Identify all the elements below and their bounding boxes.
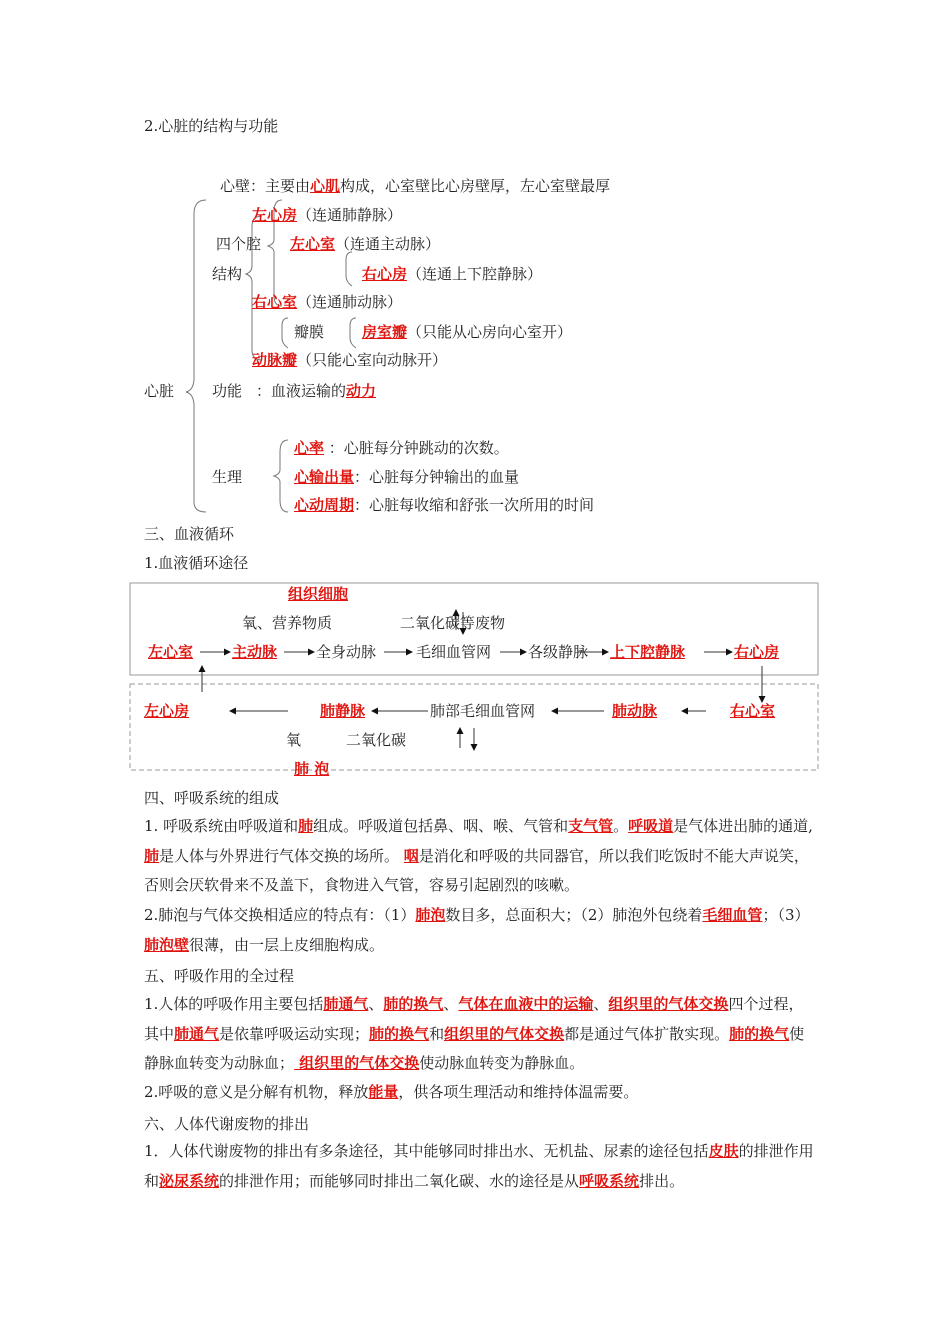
breathing-p1 — [144, 990, 814, 1079]
physiology-label: 生理 — [212, 468, 243, 486]
key-term: 组织里的气体交换 — [294, 1054, 420, 1072]
text-run: 是依靠呼吸运动实现； — [219, 1024, 370, 1043]
heart-label: 心脏 — [144, 382, 175, 400]
text-run: 很薄，由一层上皮细胞构成。 — [189, 935, 385, 954]
right-atrium-line — [362, 264, 542, 284]
cardiac-output-line — [294, 467, 519, 487]
key-term: 肺 — [298, 817, 314, 835]
oxygen: 氧 — [286, 731, 302, 749]
lv-note: （连通主动脉） — [335, 235, 441, 253]
structure-label: 结构 — [212, 265, 243, 283]
excretion-p1 — [144, 1137, 814, 1196]
key-term: 肺泡壁 — [144, 935, 190, 954]
text-run: 是消化和呼吸的共同器官，所以我们吃饭时不能大声说笑，否则会厌软骨来不及盖下，食物进入气管，容易引起剧烈的咳嗽。 — [144, 846, 809, 894]
cardiac-cycle-line — [294, 495, 594, 515]
rate-key: 心率 — [294, 439, 325, 457]
circulation-section: 三、血液循环 — [144, 525, 235, 543]
tissue-cells: 组织细胞 — [288, 585, 349, 603]
av-valve-key: 房室瓣 — [362, 323, 408, 341]
text-run: 使动脉血转变为静脉血。 — [419, 1054, 585, 1072]
heart-wall-line — [220, 176, 610, 196]
text-run: 都是通过气体扩散实现。 — [564, 1024, 730, 1043]
art-valve-line — [252, 350, 447, 370]
key-term: 毛细血管 — [702, 906, 763, 924]
respiratory-section: 四、呼吸系统的组成 — [144, 789, 280, 807]
circulation-sub: 1.血液循环途径 — [144, 554, 249, 572]
text-run: 1. 呼吸系统由呼吸道和 — [144, 817, 299, 835]
function-key: 动力 — [346, 382, 377, 400]
left-ventricle-line — [290, 234, 440, 254]
output-note: ：心脏每分钟输出的血量 — [354, 468, 520, 486]
key-term: 泌尿系统 — [159, 1171, 220, 1190]
key-term: 肺的换气 — [383, 995, 444, 1013]
key-term: 肺的换气 — [369, 1024, 430, 1043]
key-term: 肺泡 — [415, 906, 446, 924]
text-run: 数目多，总面积大；（2）肺泡外包绕着 — [445, 906, 703, 924]
text-run: 、 — [593, 995, 609, 1013]
pulmonary-vein: 肺静脉 — [320, 702, 366, 720]
sys-left-ventricle: 左心室 — [148, 643, 194, 661]
key-term: 能量 — [368, 1083, 399, 1101]
left-atrium-line — [252, 205, 402, 225]
ra-note: （连通上下腔静脉） — [407, 265, 543, 283]
pulmonary-artery: 肺动脉 — [612, 702, 658, 720]
pul-right-ventricle: 右心室 — [730, 702, 776, 720]
text-run: ，供各项生理活动和维持体温需要。 — [398, 1083, 639, 1101]
capillaries: 毛细血管网 — [416, 643, 492, 661]
text-run: 、 — [368, 995, 384, 1013]
key-term: 组织里的气体交换 — [608, 995, 729, 1013]
breathing-section: 五、呼吸作用的全过程 — [144, 967, 295, 985]
key-term: 肺 — [144, 846, 160, 865]
lv-key: 左心室 — [290, 235, 336, 253]
body-arteries: 全身动脉 — [316, 643, 377, 661]
output-key: 心输出量 — [294, 468, 355, 486]
rate-note: ：心脏每分钟跳动的次数。 — [328, 439, 509, 457]
sys-right-atrium: 右心房 — [734, 643, 780, 661]
function-label: 功能 — [212, 382, 243, 400]
av-valve-note: （只能从心房向心室开） — [407, 323, 573, 341]
respiratory-p1 — [144, 812, 814, 901]
four-chambers-label: 四个腔 — [216, 235, 262, 253]
rv-key: 右心室 — [252, 293, 298, 311]
wall-post: 构成，心室壁比心房壁厚，左心室壁最厚 — [340, 177, 611, 195]
key-term: 皮肤 — [708, 1142, 739, 1160]
text-run: 。 — [613, 817, 629, 835]
text-run: ；（3） — [762, 906, 810, 924]
valve-brace — [282, 318, 288, 348]
key-term: 支气管 — [568, 817, 614, 835]
text-run: 是人体与外界进行气体交换的场所。 — [159, 846, 404, 865]
text-run: 1.人体的呼吸作用主要包括 — [144, 995, 324, 1013]
ra-key: 右心房 — [362, 265, 408, 283]
key-term: 呼吸系统 — [579, 1171, 640, 1190]
text-run: 、 — [443, 995, 459, 1013]
aorta: 主动脉 — [232, 643, 278, 661]
heart-heading: 2.心脏的结构与功能 — [144, 117, 279, 135]
av-valve-line — [362, 322, 572, 342]
text-run: 1．人体代谢废物的排出有多条途径，其中能够同时排出水、无机盐、尿素的途径包括 — [144, 1142, 709, 1160]
respiratory-p2 — [144, 901, 814, 960]
text-run: 的排泄作用；而能够同时排出二氧化碳、水的途径是从 — [219, 1171, 580, 1190]
la-note: （连通肺静脉） — [297, 206, 403, 224]
pulmonary-box — [130, 684, 818, 770]
cycle-key: 心动周期 — [294, 496, 355, 514]
key-term: 呼吸道 — [628, 817, 674, 835]
breathing-p2 — [144, 1078, 814, 1108]
text-run: 排出。 — [639, 1171, 685, 1190]
physiology-brace — [274, 440, 288, 512]
valve-brace-2 — [350, 318, 356, 348]
key-term: 肺的换气 — [729, 1024, 790, 1043]
text-run: 的排泄作用和 — [144, 1142, 814, 1190]
lung-capillaries: 肺部毛细血管网 — [430, 702, 536, 720]
excretion-section: 六、人体代谢废物的排出 — [144, 1115, 310, 1133]
vena-cava: 上下腔静脉 — [610, 643, 686, 661]
heart-rate-line — [294, 438, 509, 458]
key-term: 咽 — [403, 846, 419, 865]
co2-waste: 二氧化碳等废物 — [400, 614, 506, 632]
oxygen-nutrients: 氧、营养物质 — [242, 614, 333, 632]
heart-brace — [186, 200, 206, 512]
function-line — [256, 381, 376, 401]
valves-label: 瓣膜 — [294, 323, 325, 341]
veins: 各级静脉 — [528, 643, 589, 661]
text-run: 和 — [429, 1024, 445, 1043]
art-valve-note: （只能心室向动脉开） — [297, 351, 448, 369]
alveoli: 肺 泡 — [294, 760, 330, 778]
pul-left-atrium: 左心房 — [144, 702, 190, 720]
text-run: 四个过程，其中 — [144, 995, 804, 1043]
key-term: 气体在血液中的运输 — [458, 995, 594, 1013]
cycle-note: ：心脏每收缩和舒张一次所用的时间 — [354, 496, 595, 514]
chamber-inner-brace — [346, 252, 352, 286]
la-key: 左心房 — [252, 206, 298, 224]
function-pre: ：血液运输的 — [256, 382, 347, 400]
key-term: 组织里的气体交换 — [444, 1024, 565, 1043]
rv-note: （连通肺动脉） — [297, 293, 403, 311]
right-ventricle-line — [252, 292, 402, 312]
art-valve-key: 动脉瓣 — [252, 351, 298, 369]
co2: 二氧化碳 — [346, 731, 407, 749]
wall-key: 心肌 — [310, 177, 341, 195]
text-run: 组成。呼吸道包括鼻、咽、喉、气管和 — [313, 817, 569, 835]
key-term: 肺通气 — [174, 1024, 220, 1043]
key-term: 肺通气 — [323, 995, 369, 1013]
text-run: 使静脉血转变为动脉血； — [144, 1024, 805, 1072]
text-run: 2.呼吸的意义是分解有机物，释放 — [144, 1083, 369, 1101]
text-run: 2.肺泡与气体交换相适应的特点有：（1） — [144, 906, 416, 924]
text-run: 是气体进出肺的通道, — [673, 817, 813, 835]
wall-pre: 心壁：主要由 — [220, 177, 311, 195]
